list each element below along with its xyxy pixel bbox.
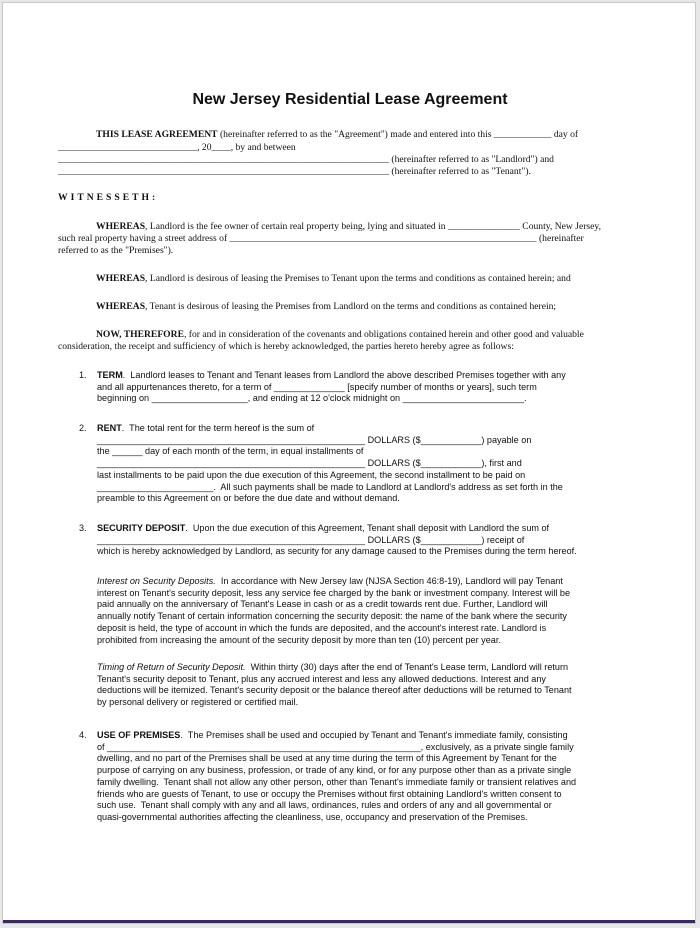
section-use-of-premises <box>97 730 637 824</box>
security-line-3: which is hereby acknowledged by Landlord, as security for any damage caused to the Premises during the term hereof. <box>97 546 577 557</box>
interest-line-6: prohibited from increasing the amount of the security deposit by more than ten (10) percent per year. <box>97 634 501 645</box>
rent-line-3: the ______ day of each month of the term, in equal installments of <box>97 446 364 457</box>
security-line-1 <box>97 523 637 535</box>
lease-document-page <box>2 2 696 924</box>
security-line-2: _____________________________________________________ DOLLARS ($____________) receipt of <box>97 534 525 545</box>
now-therefore-lead: NOW, THEREFORE <box>96 329 184 340</box>
intro-line-3: _____________________________________________________________________ (hereinafter referred to as "Landlord") and <box>58 154 554 165</box>
timing-line-1-text: Within thirty (30) days after the end of Tenant's Lease term, Landlord will return <box>245 662 569 672</box>
section-2-number: 2. <box>79 423 87 433</box>
rent-line-2: _____________________________________________________ DOLLARS ($____________) payable on <box>97 434 532 445</box>
timing-line-2: Tenant's security deposit to Tenant, plus any accrued interest and less any allowed deductions. Interest and any <box>97 673 546 684</box>
interest-line-2: interest on Tenant's security deposit, less any service fee charged by the bank or investment company. Interest will be <box>97 587 571 598</box>
rent-line-1 <box>97 423 637 435</box>
whereas-1-lead: WHEREAS <box>96 221 146 232</box>
whereas-1-line-1-text: , Landlord is the fee owner of certain real property being, lying and situated in _______________ County, New Jersey, <box>145 221 601 232</box>
whereas-1-line-3: referred to as the "Premises"). <box>58 245 174 256</box>
use-line-3: dwelling, and no part of the Premises shall be used at any time during the term of this Agreement by Tenant for the <box>97 753 557 764</box>
timing-line-1 <box>97 662 637 674</box>
use-line-1-text: . The Premises shall be used and occupied by Tenant and Tenant's immediate family, consisting <box>180 730 568 740</box>
term-line-1 <box>97 370 637 382</box>
interest-line-5: deposit is held, the type of account in which the funds are deposited, and the account's interest rate. Landlord is <box>97 622 547 633</box>
term-line-3: beginning on ___________________, and ending at 12 o'clock midnight on ________________________. <box>97 393 527 404</box>
section-rent <box>97 423 637 505</box>
interest-line-1 <box>97 576 637 588</box>
whereas-3-lead: WHEREAS <box>96 301 146 312</box>
interest-line-4: annually notify Tenant of certain information concerning the security deposit: the name of the bank where the security <box>97 611 567 622</box>
page-bottom-border <box>3 920 695 923</box>
document-title: New Jersey Residential Lease Agreement <box>192 91 508 108</box>
whereas-3 <box>96 301 556 313</box>
now-therefore-line-1 <box>96 329 584 341</box>
interest-paragraph <box>97 576 637 646</box>
interest-line-3: paid annually on the anniversary of Tenant's Lease in cash or as a credit towards rent due. Further, Landlord will <box>97 599 548 610</box>
use-line-7: such use. Tenant shall comply with any and all laws, ordinances, rules and orders of any and all governmental or <box>97 800 552 811</box>
intro-lead: THIS LEASE AGREEMENT <box>96 129 218 140</box>
use-line-4: purpose of carrying on any business, profession, or trade of any kind, or for any purpose other than as a private single <box>97 765 572 776</box>
intro-line-4: _____________________________________________________________________ (hereinafter referred to as "Tenant"). <box>58 166 531 177</box>
use-line-6: friends who are guests of Tenant, to use or occupy the Premises without first obtaining Landlord's written consent to <box>97 788 562 799</box>
rent-line-1-text: . The total rent for the term hereof is the sum of <box>121 423 315 433</box>
timing-line-3: deductions will be itemized. Tenant's security deposit or the balance thereof after deductions will be returned to Tenant <box>97 685 572 696</box>
rent-heading: RENT <box>97 423 122 433</box>
section-4-number: 4. <box>79 730 87 740</box>
rent-line-6: _______________________. All such payments shall be made to Landlord at Landlord's address as set forth in the <box>97 481 563 492</box>
whereas-1-line-2: such real property having a street address of ________________________________________________________________ (hereinafter <box>58 233 584 244</box>
use-line-1 <box>97 730 637 742</box>
security-line-1-text: . Upon the due execution of this Agreement, Tenant shall deposit with Landlord the sum of <box>185 523 550 533</box>
whereas-1-line-1 <box>96 221 601 233</box>
section-3-number: 3. <box>79 523 87 533</box>
section-security-deposit <box>97 523 637 558</box>
security-heading: SECURITY DEPOSIT <box>97 523 186 533</box>
use-line-5: family dwelling. Tenant shall not allow any other person, other than Tenant's immediate family or transient relatives and <box>97 776 577 787</box>
intro-line-1-text: (hereinafter referred to as the "Agreement") made and entered into this ____________ day of <box>217 129 579 140</box>
use-line-8: quasi-governmental authorities affecting the cleanliness, use, occupancy and preservation of the Premises. <box>97 811 528 822</box>
timing-heading: Timing of Return of Security Deposit. <box>97 662 246 672</box>
term-line-2: and all appurtenances thereto, for a term of ______________ [specify number of months or years], such term <box>97 381 537 392</box>
section-term <box>97 370 637 405</box>
use-line-2: of ______________________________________________________________, exclusively, as a private single family <box>97 741 574 752</box>
whereas-3-text: , Tenant is desirous of leasing the Premises from Landlord on the terms and conditions as contained herein; <box>145 301 557 312</box>
now-therefore-line-2: consideration, the receipt and sufficiency of which is hereby acknowledged, the parties hereto hereby agree as follows: <box>58 341 514 352</box>
interest-line-1-text: In accordance with New Jersey law (NJSA Section 46:8-19), Landlord will pay Tenant <box>215 576 563 586</box>
use-heading: USE OF PREMISES <box>97 730 181 740</box>
now-therefore-line-1-text: , for and in consideration of the covenants and obligations contained herein and other good and valuable <box>183 329 584 340</box>
timing-paragraph <box>97 662 637 709</box>
witnesseth-heading: WITNESSETH: <box>58 192 159 203</box>
intro-line-2: _____________________________, 20____, by and between <box>58 142 296 153</box>
whereas-2-text: , Landlord is desirous of leasing the Premises to Tenant upon the terms and conditions as contained herein; and <box>145 273 571 284</box>
rent-line-5: last installments to be paid upon the due execution of this Agreement, the second installment to be paid on <box>97 469 526 480</box>
term-line-1-text: . Landlord leases to Tenant and Tenant leases from Landlord the above described Premises together with any <box>122 370 566 380</box>
whereas-2 <box>96 273 571 285</box>
rent-line-7: preamble to this Agreement on or before the due date and without demand. <box>97 493 400 504</box>
term-heading: TERM <box>97 370 123 380</box>
interest-heading: Interest on Security Deposits. <box>97 576 216 586</box>
whereas-2-lead: WHEREAS <box>96 273 146 284</box>
rent-line-4: _____________________________________________________ DOLLARS ($____________), first and <box>97 458 522 469</box>
timing-line-4: by personal delivery or registered or certified mail. <box>97 697 299 708</box>
section-1-number: 1. <box>79 370 87 380</box>
intro-line-1 <box>96 129 578 141</box>
